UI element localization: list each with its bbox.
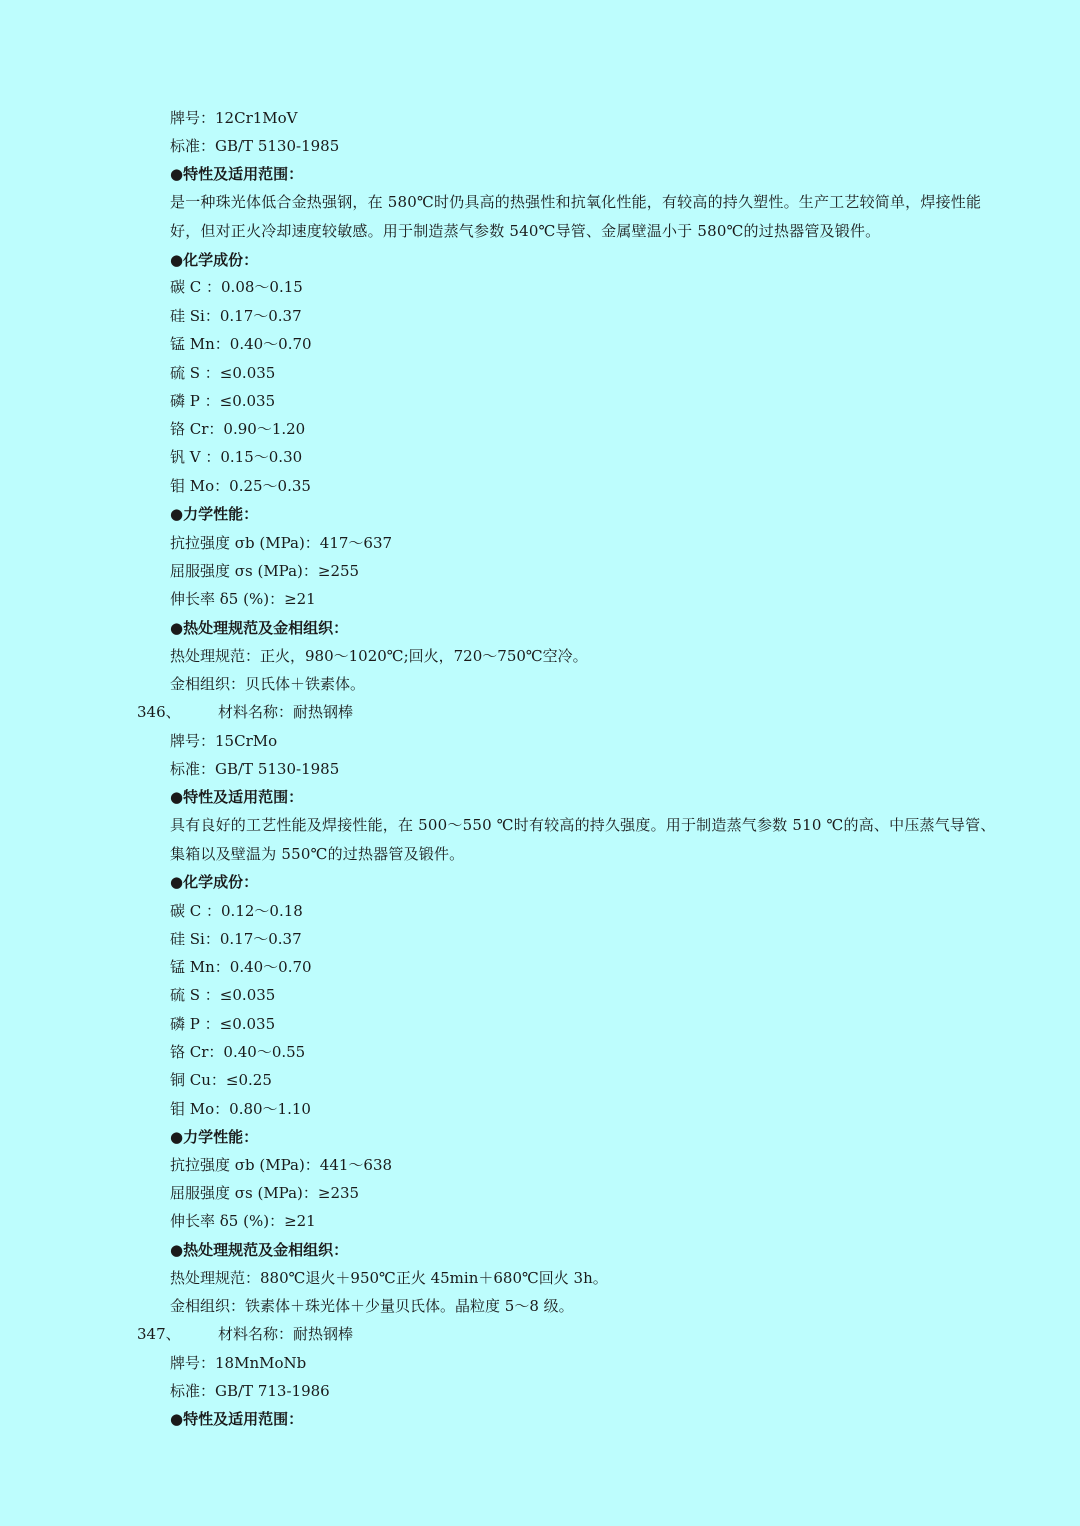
properties-paragraph: 是一种珠光体低合金热强钢，在 580℃时仍具高的热强性和抗氧化性能，有较高的持久塑性。生产工艺较简单，焊接性能好，但对正火冷却速度较敏感。用于制造蒸气参数 540℃导管、金属壁温小于 580℃的过热器管及锻件。 bbox=[170, 193, 982, 240]
standard-line: 标准：GB/T 5130-1985 bbox=[170, 137, 340, 155]
chem-line-chromium: 铬 Cr：0.90～1.20 bbox=[170, 420, 306, 438]
mech-line-tensile: 抗拉强度 σb (MPa)：417～637 bbox=[170, 534, 393, 552]
chem-line-phosphorus: 磷 P ：≤0.035 bbox=[170, 392, 276, 410]
chem-line-manganese: 锰 Mn：0.40～0.70 bbox=[170, 958, 312, 976]
chem-line-molybdenum: 钼 Mo：0.25～0.35 bbox=[170, 477, 311, 495]
chem-line-silicon: 硅 Si：0.17～0.37 bbox=[170, 930, 302, 948]
heat-treatment-line: 热处理规范：正火，980～1020℃;回火，720～750℃空冷。 bbox=[170, 647, 588, 665]
heat-treatment-line: 热处理规范：880℃退火＋950℃正火 45min＋680℃回火 3h。 bbox=[170, 1269, 608, 1287]
item-title: 材料名称：耐热钢棒 bbox=[218, 703, 354, 721]
chem-line-chromium: 铬 Cr：0.40～0.55 bbox=[170, 1043, 306, 1061]
mech-line-yield: 屈服强度 σs (MPa)：≥235 bbox=[170, 1184, 360, 1202]
chem-line-carbon: 碳 C ：0.08～0.15 bbox=[170, 278, 303, 296]
section-heading-mechanical: ●力学性能： bbox=[170, 1128, 259, 1146]
grade-line: 牌号：12Cr1MoV bbox=[170, 109, 298, 127]
item-number: 347、 bbox=[137, 1325, 181, 1343]
chem-line-molybdenum: 钼 Mo：0.80～1.10 bbox=[170, 1100, 311, 1118]
mech-line-elongation: 伸长率 δ5 (%)：≥21 bbox=[170, 1212, 316, 1230]
section-heading-properties: ●特性及适用范围： bbox=[170, 1410, 304, 1428]
mech-line-yield: 屈服强度 σs (MPa)：≥255 bbox=[170, 562, 360, 580]
chem-line-phosphorus: 磷 P ：≤0.035 bbox=[170, 1015, 276, 1033]
properties-paragraph: 具有良好的工艺性能及焊接性能，在 500～550 ℃时有较高的持久强度。用于制造蒸气参数 510 ℃的高、中压蒸气导管、集箱以及壁温为 550℃的过热器管及锻件。 bbox=[170, 816, 996, 863]
item-title: 材料名称：耐热钢棒 bbox=[218, 1325, 354, 1343]
mech-line-elongation: 伸长率 δ5 (%)：≥21 bbox=[170, 590, 316, 608]
chem-line-silicon: 硅 Si：0.17～0.37 bbox=[170, 307, 302, 325]
section-heading-mechanical: ●力学性能： bbox=[170, 505, 259, 523]
chem-line-copper: 铜 Cu：≤0.25 bbox=[170, 1071, 272, 1089]
section-heading-heat-treatment: ●热处理规范及金相组织： bbox=[170, 619, 349, 637]
standard-line: 标准：GB/T 5130-1985 bbox=[170, 760, 340, 778]
chem-line-sulfur: 硫 S ：≤0.035 bbox=[170, 986, 276, 1004]
mech-line-tensile: 抗拉强度 σb (MPa)：441～638 bbox=[170, 1156, 393, 1174]
chem-line-sulfur: 硫 S ：≤0.035 bbox=[170, 364, 276, 382]
section-heading-properties: ●特性及适用范围： bbox=[170, 165, 304, 183]
chem-line-vanadium: 钒 V ：0.15～0.30 bbox=[170, 448, 303, 466]
chem-line-carbon: 碳 C ：0.12～0.18 bbox=[170, 902, 303, 920]
grade-line: 牌号：18MnMoNb bbox=[170, 1354, 307, 1372]
section-heading-chemistry: ●化学成份： bbox=[170, 251, 259, 269]
grade-line: 牌号：15CrMo bbox=[170, 732, 278, 750]
microstructure-line: 金相组织：贝氏体＋铁素体。 bbox=[170, 675, 366, 693]
section-heading-heat-treatment: ●热处理规范及金相组织： bbox=[170, 1241, 349, 1259]
chem-line-manganese: 锰 Mn：0.40～0.70 bbox=[170, 335, 312, 353]
item-number: 346、 bbox=[137, 703, 181, 721]
section-heading-chemistry: ●化学成份： bbox=[170, 873, 259, 891]
microstructure-line: 金相组织：铁素体＋珠光体＋少量贝氏体。晶粒度 5～8 级。 bbox=[170, 1297, 574, 1315]
section-heading-properties: ●特性及适用范围： bbox=[170, 788, 304, 806]
standard-line: 标准：GB/T 713-1986 bbox=[170, 1382, 330, 1400]
